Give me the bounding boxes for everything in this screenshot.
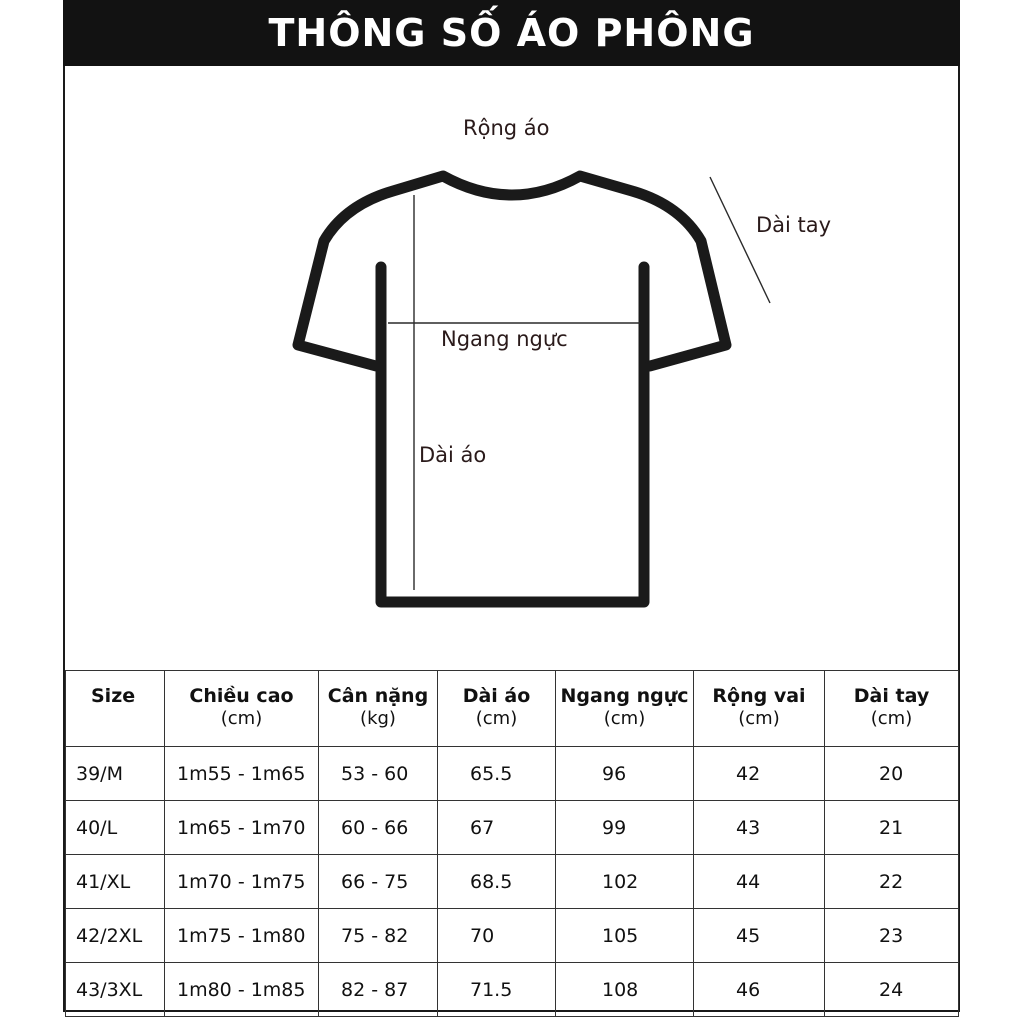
- cell-length: 65.5: [438, 747, 556, 801]
- header-height: Chiều cao (cm): [165, 671, 319, 747]
- cell-shoulder: 45: [694, 909, 825, 963]
- cell-size: 41/XL: [66, 855, 165, 909]
- cell-shoulder: 42: [694, 747, 825, 801]
- cell-chest: 102: [556, 855, 694, 909]
- header-shoulder: Rộng vai (cm): [694, 671, 825, 747]
- cell-weight: 53 - 60: [319, 747, 438, 801]
- cell-size: 43/3XL: [66, 963, 165, 1017]
- label-width: Rộng áo: [463, 116, 550, 140]
- table-header-row: [66, 671, 959, 747]
- cell-sleeve: 22: [825, 855, 959, 909]
- cell-shoulder: 44: [694, 855, 825, 909]
- page-title: THÔNG SỐ ÁO PHÔNG: [268, 11, 755, 55]
- cell-length: 67: [438, 801, 556, 855]
- cell-sleeve: 21: [825, 801, 959, 855]
- cell-sleeve: 24: [825, 963, 959, 1017]
- label-chest: Ngang ngực: [441, 327, 568, 351]
- cell-height: 1m65 - 1m70: [165, 801, 319, 855]
- header-length: Dài áo (cm): [438, 671, 556, 747]
- label-sleeve: Dài tay: [756, 213, 832, 237]
- table-row: [66, 963, 959, 1017]
- cell-chest: 96: [556, 747, 694, 801]
- table-row: [66, 801, 959, 855]
- header-size: Size: [66, 671, 165, 747]
- cell-chest: 99: [556, 801, 694, 855]
- label-length: Dài áo: [419, 443, 487, 467]
- cell-size: 42/2XL: [66, 909, 165, 963]
- sleeve-measure-line: [710, 177, 770, 303]
- header-sleeve: Dài tay (cm): [825, 671, 959, 747]
- cell-size: 40/L: [66, 801, 165, 855]
- cell-shoulder: 46: [694, 963, 825, 1017]
- cell-shoulder: 43: [694, 801, 825, 855]
- cell-length: 71.5: [438, 963, 556, 1017]
- size-table: [65, 670, 959, 1017]
- cell-chest: 105: [556, 909, 694, 963]
- cell-height: 1m75 - 1m80: [165, 909, 319, 963]
- cell-weight: 82 - 87: [319, 963, 438, 1017]
- cell-height: 1m80 - 1m85: [165, 963, 319, 1017]
- cell-size: 39/M: [66, 747, 165, 801]
- cell-chest: 108: [556, 963, 694, 1017]
- cell-height: 1m70 - 1m75: [165, 855, 319, 909]
- shirt-outline: [381, 267, 644, 602]
- table-row: [66, 747, 959, 801]
- table-row: [66, 909, 959, 963]
- header-weight: Cân nặng (kg): [319, 671, 438, 747]
- table-row: [66, 855, 959, 909]
- cell-sleeve: 23: [825, 909, 959, 963]
- cell-length: 70: [438, 909, 556, 963]
- cell-length: 68.5: [438, 855, 556, 909]
- cell-sleeve: 20: [825, 747, 959, 801]
- cell-weight: 60 - 66: [319, 801, 438, 855]
- cell-weight: 66 - 75: [319, 855, 438, 909]
- header-chest: Ngang ngực (cm): [556, 671, 694, 747]
- cell-weight: 75 - 82: [319, 909, 438, 963]
- cell-height: 1m55 - 1m65: [165, 747, 319, 801]
